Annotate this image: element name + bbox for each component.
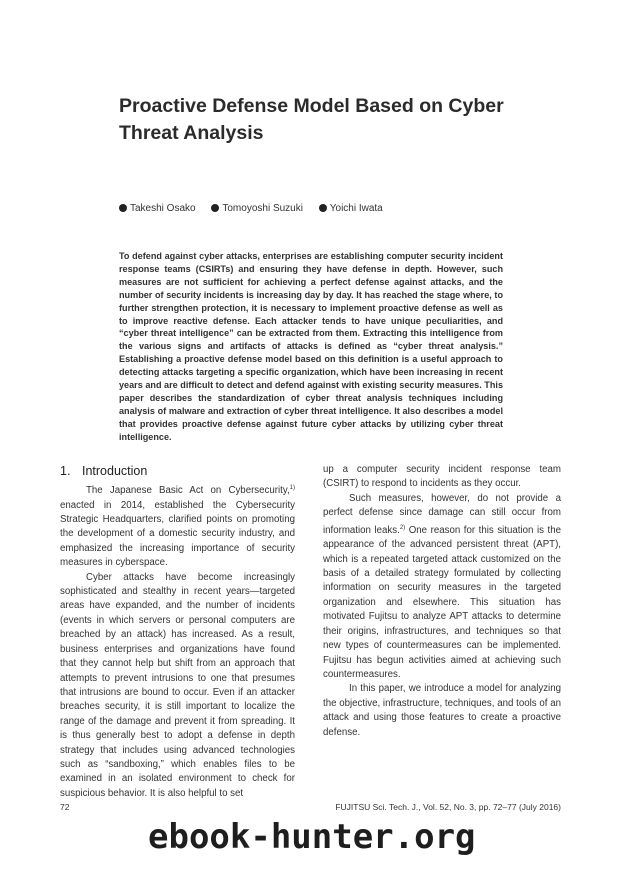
watermark: ebook-hunter.org [148,817,476,857]
author-item [211,203,303,214]
author-name: Tomoyoshi Suzuki [222,203,303,214]
author-item [119,203,196,214]
page-number: 72 [60,802,70,812]
reference-marker: 1) [289,485,295,491]
bullet-icon [319,204,327,212]
paragraph: Cyber attacks have become increasingly sophisticated and stealthy in recent years—targeted areas have expanded, and the number of incidents (events in which servers or personal computers are breached by an attack) has increased. As a result, business enterprises and organizations have found that they cannot help but shift from an approach that attempts to prevent intrusions to one that presumes that intrusions are bound to occur. Even if an attacker breaches security, it is still important to localize the range of the damage and prevent it from spreading. It is thus generally best to adopt a defense in depth strategy that includes using advanced technologies such as “sandboxing,” which enables files to be examined in an isolated environment to check for suspicious behavior. It is also helpful to set [60,571,295,799]
section-heading [60,463,295,479]
author-name: Takeshi Osako [130,203,196,214]
bullet-icon [119,204,127,212]
paragraph-text: enacted in 2014, established the Cybersecurity Strategic Headquarters, clarified points on promoting the development of a domestic security industry, and emphasized the increasing importance of security measures in cyberspace. [60,499,295,569]
paragraph [60,481,295,571]
reference-marker: 2) [399,524,406,531]
paragraph-text: The Japanese Basic Act on Cybersecurity, [86,485,290,497]
author-name: Yoichi Iwata [329,203,383,214]
left-column [60,463,295,801]
paragraph [323,492,561,683]
author-item [319,203,383,214]
paragraph: In this paper, we introduce a model for analyzing the objective, infrastructure, techniques, and tools of an attack and using those features to create a proactive defense. [323,683,561,738]
bullet-icon [211,204,219,212]
journal-citation: FUJITSU Sci. Tech. J., Vol. 52, No. 3, pp. 72–77 (July 2016) [335,802,561,812]
right-column [323,463,561,740]
section-title: Introduction [82,464,148,478]
author-list [119,203,519,214]
paragraph-text: One reason for this situation is the appearance of the advanced persistent threat (APT), which is a repeated targeted attack customized on the basis of a detailed strategy formulated by collecting information on security measures in the targeted organization and elsewhere. This situation has motivated Fujitsu to analyze APT attacks to determine their origins, infrastructures, and techniques so that new types of countermeasures can be implemented. Fujitsu has begun activities aimed at achieving such countermeasures. [323,524,562,680]
paragraph-text: Such measures, however, do not provide a perfect defense since damage can still occur from information leaks. [323,492,561,536]
paragraph: up a computer security incident response team (CSIRT) to respond to incidents as they occur. [323,464,561,490]
paper-title: Proactive Defense Model Based on Cyber Threat Analysis [119,95,504,144]
section-number: 1. [60,464,71,478]
abstract: To defend against cyber attacks, enterprises are establishing computer security incident response teams (CSIRTs) and ensuring they have defense in depth. However, such measures are not sufficient for achieving a perfect defense against attacks, and the number of security incidents is increasing day by day. It has reached the stage where, to further strengthen protection, it is necessary to implement proactive defense as well as to improve reactive defense. Each attacker tends to have unique peculiarities, and “cyber threat intelligence” can be extracted from them. Extracting this intelligence from the various signs and artifacts of attacks is defined as “cyber threat analysis.” Establishing a proactive defense model based on this definition is a useful approach to detecting attacks targeting a specific organization, which have been increasing in recent years and are difficult to detect and defend against with existing security measures. This paper describes the standardization of cyber threat analysis techniques including analysis of malware and extraction of cyber threat intelligence. It also describes a model that provides proactive defense against future cyber attacks by utilizing cyber threat intelligence. [119,251,503,442]
